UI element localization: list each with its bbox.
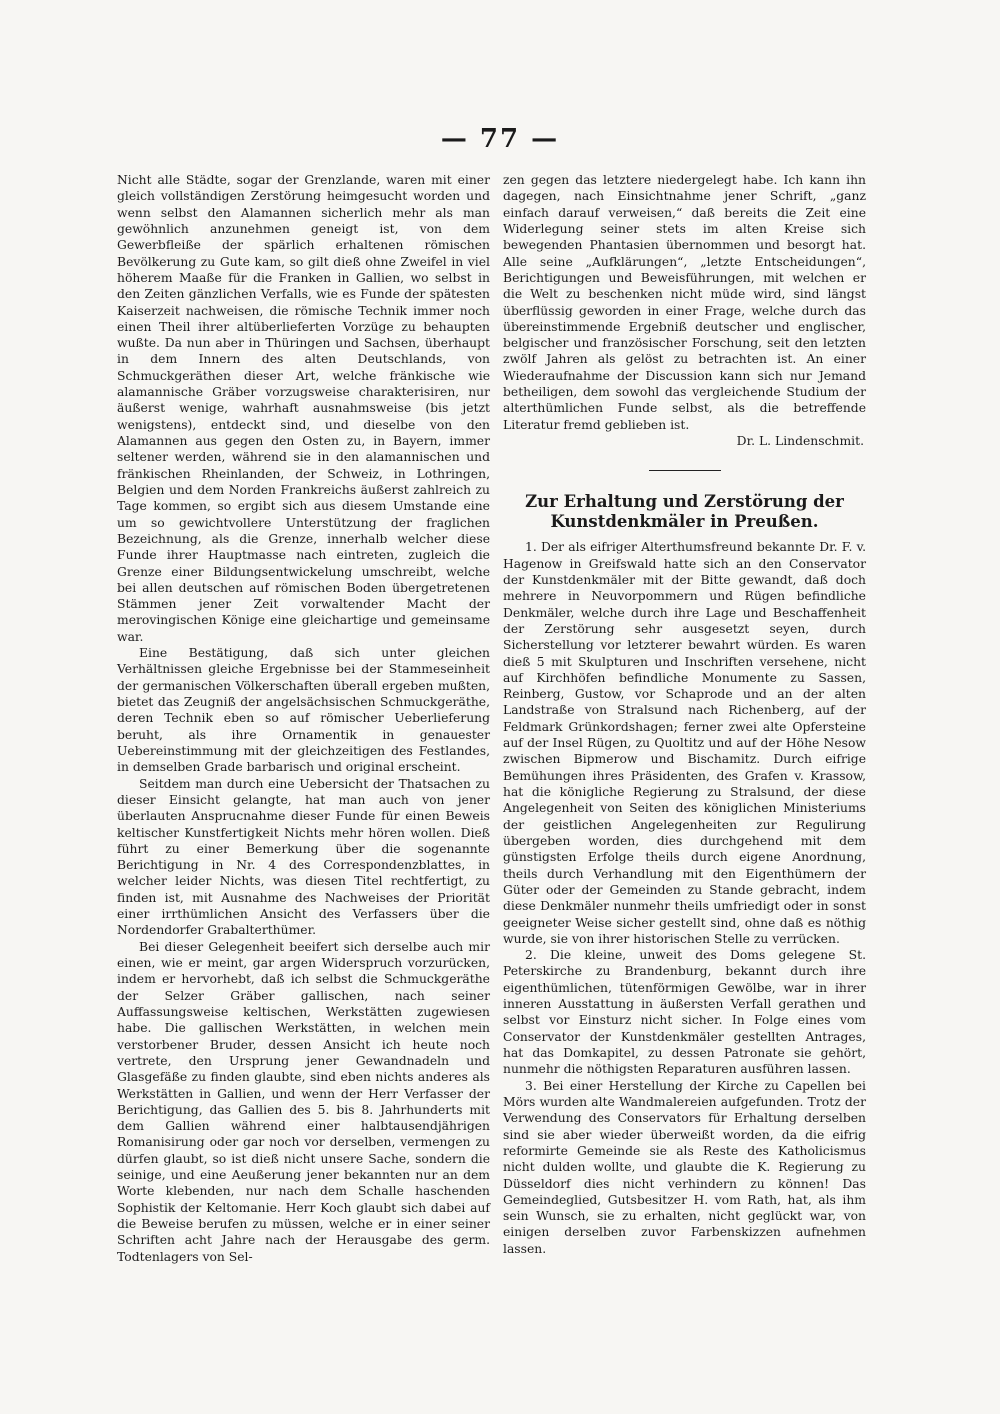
paragraph: Bei dieser Gelegenheit beeifert sich derselbe auch mir einen, wie er meint, gar argen Widerspruch vorzurücken, indem er hervorhebt, daß ich selbst die Schmuckgeräthe der Selzer Gräber gallischen, nach seiner Auffassungsweise keltischen, Werkstätten zugewiesen habe. Die gallischen Werkstätten, in welchen mein verstorbener Bruder, dessen Ansicht ich heute noch vertrete, den Ursprung jener Gewandnadeln und Glasgefäße zu finden glaubte, sind eben nichts anderes als Werkstätten in Gallien, und wenn der Herr Verfasser der Berichtigung, das Gallien des 5. bis 8. Jahrhunderts mit dem Gallien während einer halbtausendjährigen Romanisirung oder gar noch vor derselben, vermengen zu dürfen glaubt, so ist dieß nicht unsere Sache, sondern die seinige, und eine Aeußerung jener bekannten nur an dem Worte klebenden, nur nach dem Schalle haschenden Sophistik der Keltomanie. Herr Koch glaubt sich dabei auf die Beweise berufen zu müssen, welche er in einer seiner Schriften acht Jahre nach der Herausgabe des germ. Todtenlagers von Sel- [117,939,490,1264]
page-number: — 77 — [440,124,560,154]
paragraph: Seitdem man durch eine Uebersicht der Thatsachen zu dieser Einsicht gelangte, hat man auch von jener überlauten Ansprucnahme dieser Funde für einen Beweis keltischer Kunstfertigkeit Nichts mehr hören wollen. Dieß führt zu einer Bemerkung über die sogenannte Berichtigung in Nr. 4 des Correspondenzblattes, in welcher leider Nichts, was diesen Titel rechtfertigt, zu finden ist, mit Ausnahme des Nachweises der Priorität einer irrthümlichen Ansicht des Verfassers über die Nordendorfer Grabalterthümer. [117,776,490,938]
paragraph: zen gegen das letztere niedergelegt habe. Ich kann ihn dagegen, nach Einsichtnahme jener Schrift, „ganz einfach darauf verweisen,“ daß bereits die Zeit eine Widerlegung seiner stets im alten Kreise sich bewegenden Phantasien übernommen und besorgt hat. Alle seine „Aufklärungen“, „letzte Entscheidungen“, Berichtigungen und Beweisführungen, mit welchen er die Welt zu beschenken nicht müde wird, sind längst überflüssig geworden in einer Frage, welche durch das übereinstimmende Ergebniß deutscher und englischer, belgischer und französischer Forschung, seit den letzten zwölf Jahren als gelöst zu betrachten ist. An einer Wiederaufnahme der Discussion kann sich nur Jemand betheiligen, dem sowohl das vergleichende Studium der alterthümlichen Funde selbst, als die betreffende Literatur fremd geblieben ist. [503,173,866,432]
author-signature: Dr. L. Lindenschmit. [736,434,864,448]
section-divider [649,470,721,471]
paragraph: 3. Bei einer Herstellung der Kirche zu Capellen bei Mörs wurden alte Wandmalereien aufgefunden. Trotz der Verwendung des Conservators für Erhaltung derselben sind sie aber wieder überweißt worden, da die eifrig reformirte Gemeinde sie als Reste des Katholicismus nicht dulden wollte, und glaubte die K. Regierung zu Düsseldorf dies nicht verhindern zu können! Das Gemeindeglied, Gutsbesitzer H. vom Rath, hat, als ihm sein Wunsch, sie zu erhalten, nicht geglückt war, von einigen derselben zuvor Farbenskizzen aufnehmen lassen. [503,1078,866,1256]
paragraph: Nicht alle Städte, sogar der Grenzlande, waren mit einer gleich vollständigen Zerstörung heimgesucht worden und wenn selbst den Alamannen sicherlich mehr als man gewöhnlich anzunehmen geneigt ist, von dem Gewerbfleiße der spärlich erhaltenen römischen Bevölkerung zu Gute kam, so gilt dieß ohne Zweifel in viel höherem Maaße für die Franken in Gallien, wo selbst in den Zeiten gänzlichen Verfalls, wie es Funde der spätesten Kaiserzeit nachweisen, die römische Technik immer noch einen Theil ihrer altüberlieferten Vorzüge zu behaupten wußte. Da nun aber in Thüringen und Sachsen, überhaupt in dem Innern des alten Deutschlands, von Schmuckgeräthen dieser Art, welche fränkische wie alamannische Gräber vorzugsweise charakterisiren, nur äußerst wenige, wahrhaft ausnahmsweise (bis jetzt wenigstens), entdeckt sind, und dieselbe von den Alamannen aus gegen den Osten zu, in Bayern, immer seltener werden, während sie in den alamannischen und fränkischen Rheinlanden, der Schweiz, in Lothringen, Belgien und dem Norden Frankreichs äußerst zahlreich zu Tage kommen, so ergibt sich aus diesem Umstande eine um so gewichtvollere Unterstützung der fraglichen Bezeichnung, als die Grenze, innerhalb welcher diese Funde ihrer Hauptmasse nach eintreten, zugleich die Grenze einer Bildungsentwickelung umschreibt, welche bei allen deutschen auf römischen Boden übergetretenen Stämmen jener Zeit vorwaltender Macht der merovingischen Könige eine gleichartige und gemeinsame war. [117,173,490,644]
right-column [503,172,866,1257]
paragraph: 2. Die kleine, unweit des Doms gelegene St. Peterskirche zu Brandenburg, bekannt durch ihre eigenthümlichen, tütenförmigen Gewölbe, war in ihrer inneren Ausstattung in äußersten Verfall gerathen und selbst vor Einsturz nicht sicher. In Folge eines vom Conservator der Kunstdenkmäler gestellten Antrages, hat das Domkapitel, zu dessen Patronate sie gehört, nunmehr die nöthigsten Reparaturen ausführen lassen. [503,948,866,1077]
paragraph: 1. Der als eifriger Alterthumsfreund bekannte Dr. F. v. Hagenow in Greifswald hatte sich an den Conservator der Kunstdenkmäler mit der Bitte gewandt, daß doch mehrere in Neuvorpommern und Rügen befindliche Denkmäler, welche durch ihre Lage und Beschaffenheit der Zerstörung sehr ausgesetzt seyen, durch Sicherstellung vor letzterer bewahrt würden. Es waren dieß 5 mit Skulpturen und Inschriften versehene, nicht auf Kirchhöfen befindliche Monumente zu Sassen, Reinberg, Gustow, vor Schaprode und an der alten Landstraße von Stralsund nach Richenberg, auf der Feldmark Grünkordshagen; ferner zwei alte Opfersteine auf der Insel Rügen, zu Quoltitz und auf der Höhe Nesow zwischen Bipmerow und Bischamitz. Durch eifrige Bemühungen ihres Präsidenten, des Grafen v. Krassow, hat die königliche Regierung zu Stralsund, der diese Angelegenheit von Seiten des königlichen Ministeriums der geistlichen Angelegenheiten zur Regulirung übergeben worden, dies durchgehend mit dem günstigsten Erfolge theils durch eigene Anordnung, theils durch Verhandlung mit den Eigenthümern der Güter oder der Gemeinden zu Stande gebracht, indem diese Denkmäler nunmehr theils umfriedigt oder in sonst geeigneter Weise sicher gestellt sind, ohne daß es nöthig wurde, sie von ihrer historischen Stelle zu verrücken. [503,540,866,946]
left-column [117,172,490,1265]
section-title: Zur Erhaltung und Zerstörung der Kunstdenkmäler in Preußen. [525,492,844,532]
paragraph: Eine Bestätigung, daß sich unter gleichen Verhältnissen gleiche Ergebnisse bei der Stammeseinheit der germanischen Völkerschaften überall ergeben mußten, bietet das Zeugniß der angelsächsischen Schmuckgeräthe, deren Technik eben so auf römischer Ueberlieferung beruht, als ihre Ornamentik in genauester Uebereinstimmung mit der gleichzeitigen des Festlandes, in demselben Grade barbarisch und original erscheint. [117,646,490,775]
